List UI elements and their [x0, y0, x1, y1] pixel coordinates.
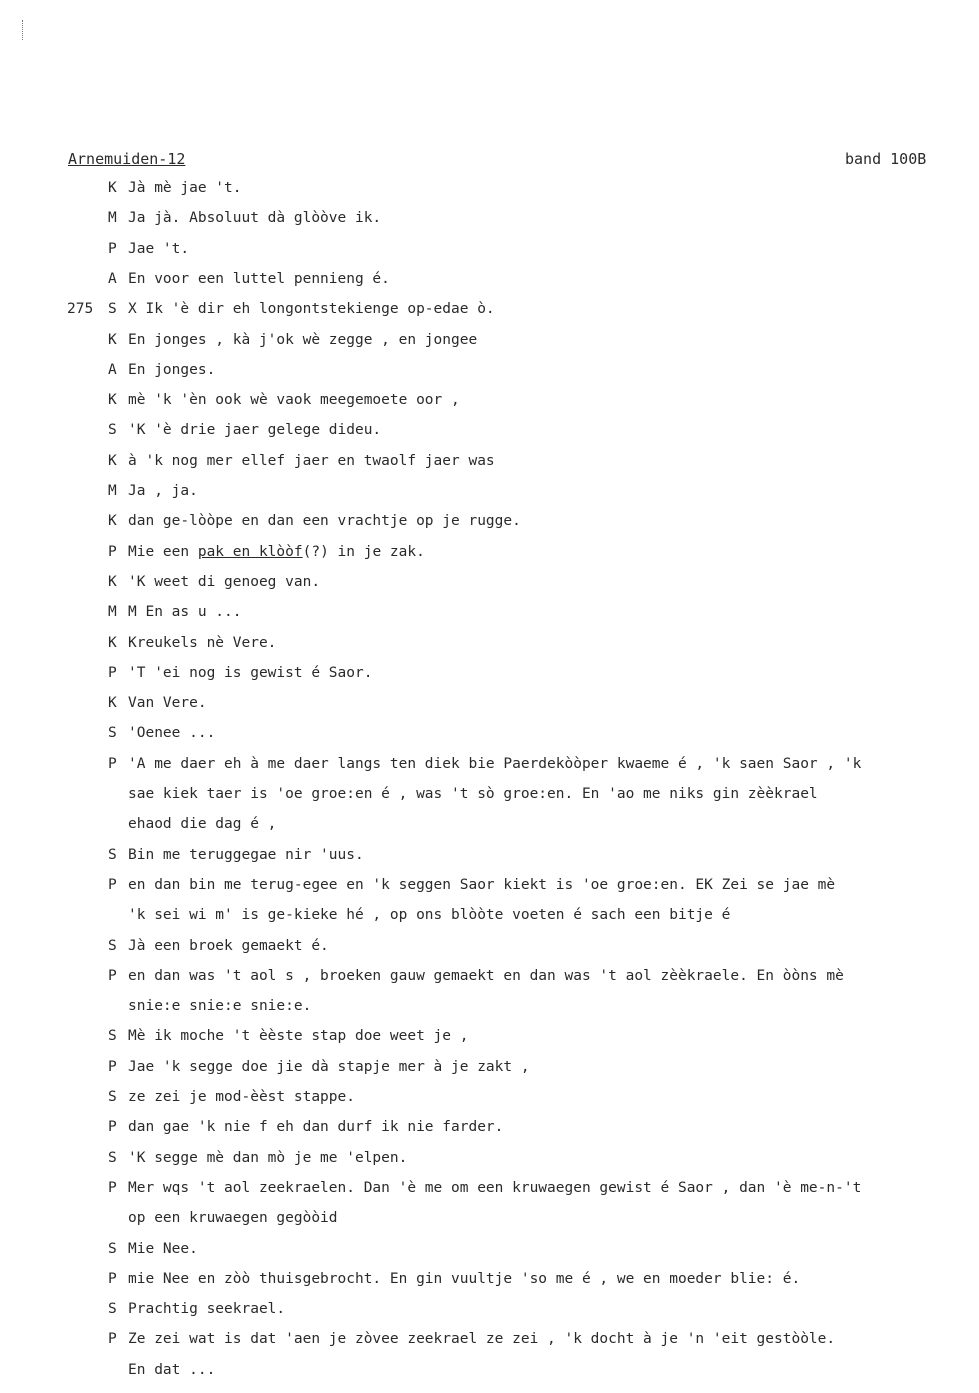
speaker-initial: K — [108, 513, 117, 530]
utterance-text: Ja , ja. — [128, 483, 198, 499]
utterance-text: dan gae 'k nie f eh dan durf ik nie farder. — [128, 1119, 504, 1136]
utterance-text: 'k sei wi m' is ge-kieke hé , op ons blòòte voeten é sach een bitje é — [128, 907, 731, 924]
speaker-initial: K — [108, 634, 117, 651]
speaker-initial: P — [108, 664, 117, 681]
speaker-initial: P — [108, 876, 117, 893]
utterance-text: Ze zei wat is dat 'aen je zòvee zeekrael ze zei , 'k docht à je 'n 'eit gestòòle. — [128, 1331, 836, 1348]
utterance-text: op een kruwaegen gegòòid — [128, 1210, 338, 1227]
line-number: 275 — [67, 301, 94, 318]
utterance-text: M En as u ... — [128, 604, 242, 621]
speaker-initial: P — [108, 543, 117, 560]
utterance-text: Ja jà. Absoluut dà glòòve ik. — [128, 210, 382, 227]
utterance-text: Mè ik moche 't èèste stap doe weet je , — [128, 1028, 469, 1045]
speaker-initial: S — [108, 846, 117, 863]
speaker-initial: P — [108, 1331, 117, 1348]
speaker-initial: S — [108, 1028, 117, 1045]
utterance-text: 'T 'ei nog is gewist é Saor. — [128, 664, 373, 681]
utterance-text: Mer wqs 't aol zeekraelen. Dan 'è me om een kruwaegen gewist é Saor , dan 'è me-n-'t — [128, 1179, 862, 1196]
band-label: band 100B — [845, 150, 927, 168]
speaker-initial: S — [108, 422, 117, 439]
utterance-text-before: Mie een — [128, 543, 198, 560]
speaker-initial: A — [108, 270, 117, 287]
utterance-text: 'Oenee ... — [128, 725, 216, 742]
utterance-text: mè 'k 'èn ook wè vaok meegemoete oor , — [128, 392, 460, 409]
speaker-initial: M — [108, 210, 117, 227]
utterance-text: Prachtig seekrael. — [128, 1301, 286, 1318]
speaker-initial: K — [108, 180, 117, 196]
speaker-initial: P — [108, 755, 117, 772]
speaker-initial: P — [108, 240, 117, 257]
speaker-initial: S — [108, 301, 117, 318]
utterance-text: Van Vere. — [128, 695, 207, 712]
utterance-text: ehaod die dag é , — [128, 816, 277, 833]
utterance-text: snie:e snie:e snie:e. — [128, 998, 312, 1015]
utterance-text: en dan was 't aol s , broeken gauw gemaekt en dan was 't aol zèèkraele. En òòns mè — [128, 967, 844, 984]
utterance-text: 'A me daer eh à me daer langs ten diek bie Paerdekòòper kwaeme é , 'k saen Saor , 'k — [128, 755, 862, 772]
speaker-initial: K — [108, 452, 117, 469]
speaker-initial: S — [108, 1240, 117, 1257]
speaker-initial: P — [108, 967, 117, 984]
utterance-text — [128, 541, 425, 563]
speaker-initial: M — [108, 483, 117, 499]
speaker-initial: S — [108, 1089, 117, 1105]
speaker-initial: S — [108, 1301, 117, 1318]
utterance-text: Jà een broek gemaekt é. — [128, 937, 329, 954]
utterance-text-after: (?) in je zak. — [302, 543, 425, 560]
utterance-text: dan ge-lòòpe en dan een vrachtje op je rugge. — [128, 513, 521, 530]
utterance-text: Jae 't. — [128, 240, 190, 257]
speaker-initial: P — [108, 1119, 117, 1136]
utterance-text: 'K 'è drie jaer gelege dideu. — [128, 422, 382, 439]
speaker-initial: S — [108, 1149, 117, 1166]
speaker-initial: K — [108, 695, 117, 712]
utterance-text: Bin me teruggegae nir 'uus. — [128, 846, 364, 863]
utterance-text: En dat ... — [128, 1361, 216, 1378]
utterance-text: X Ik 'è dir eh longontstekienge op-edae ò. — [128, 301, 495, 318]
speaker-initial: M — [108, 604, 117, 621]
utterance-text: sae kiek taer is 'oe groe:en é , was 't sò groe:en. En 'ao me niks gin zèèkrael — [128, 786, 818, 802]
utterance-text: en dan bin me terug-egee en 'k seggen Saor kiekt is 'oe groe:en. EK Zei se jae mè — [128, 876, 836, 893]
margin-mark — [22, 20, 25, 40]
document-title: Arnemuiden-12 — [68, 150, 186, 168]
utterance-text: Mie Nee. — [128, 1240, 198, 1257]
utterance-text: Jae 'k segge doe jie dà stapje mer à je zakt , — [128, 1058, 530, 1075]
speaker-initial: K — [108, 573, 117, 590]
speaker-initial: P — [108, 1058, 117, 1075]
utterance-text: En jonges. — [128, 361, 216, 378]
speaker-initial: P — [108, 1179, 117, 1196]
speaker-initial: P — [108, 1270, 117, 1287]
utterance-text: mie Nee en zòò thuisgebrocht. En gin vuultje 'so me é , we en moeder blie: é. — [128, 1270, 801, 1287]
utterance-text: ze zei je mod-èèst stappe. — [128, 1089, 355, 1105]
speaker-initial: K — [108, 392, 117, 409]
speaker-initial: S — [108, 725, 117, 742]
utterance-text: 'K weet di genoeg van. — [128, 573, 321, 590]
utterance-text: En jonges , kà j'ok wè zegge , en jongee — [128, 331, 478, 348]
speaker-initial: S — [108, 937, 117, 954]
utterance-text: Kreukels nè Vere. — [128, 634, 277, 651]
underlined-phrase: pak en klòòf — [197, 543, 303, 560]
speaker-initial: A — [108, 361, 117, 378]
utterance-text: Jà mè jae 't. — [128, 180, 242, 196]
utterance-text: à 'k nog mer ellef jaer en twaolf jaer was — [128, 452, 495, 469]
speaker-initial: K — [108, 331, 117, 348]
utterance-text: En voor een luttel pennieng é. — [128, 270, 390, 287]
utterance-text: 'K segge mè dan mò je me 'elpen. — [128, 1149, 408, 1166]
